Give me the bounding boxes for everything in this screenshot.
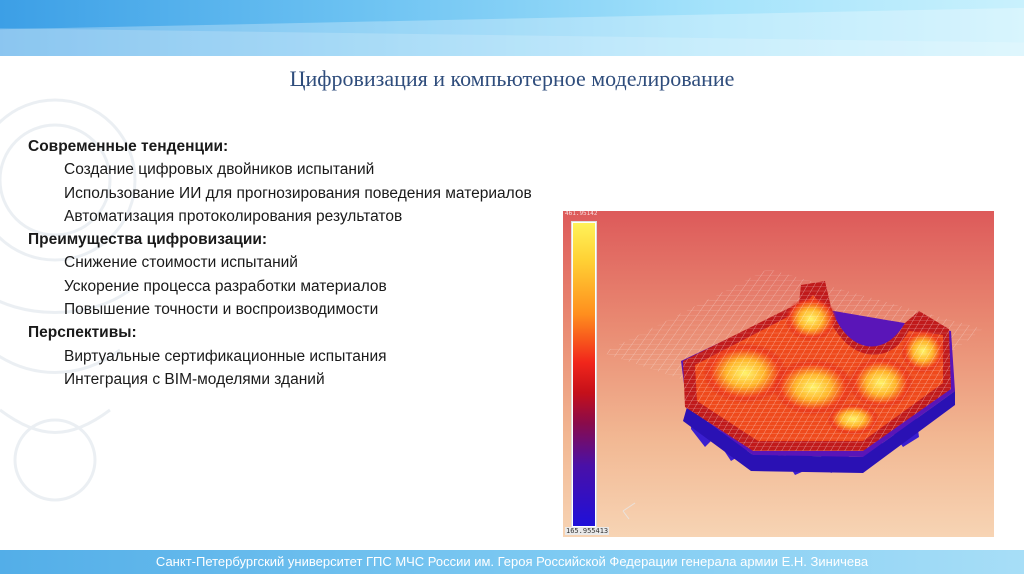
footer-bar bbox=[0, 550, 1024, 574]
section-prospects bbox=[28, 321, 648, 391]
content-list bbox=[28, 135, 648, 391]
section-advantages bbox=[28, 228, 648, 321]
colorbar-max-label: 461.95142 bbox=[565, 211, 598, 217]
list-item: Виртуальные сертификационные испытания bbox=[64, 347, 387, 365]
section-heading-prospects: Перспективы: bbox=[28, 324, 137, 342]
heatmap-render bbox=[563, 211, 994, 537]
list-item: Ускорение процесса разработки материалов bbox=[64, 277, 387, 295]
section-heading-trends: Современные тенденции: bbox=[28, 138, 229, 155]
list-item: Интеграция с BIM-моделями зданий bbox=[64, 370, 325, 388]
list-item: Снижение стоимости испытаний bbox=[64, 254, 298, 272]
section-trends bbox=[28, 135, 648, 228]
colorbar-gradient bbox=[573, 223, 595, 526]
list-item: Повышение точности и воспроизводимости bbox=[64, 301, 379, 319]
colorbar-min-label: 165.955413 bbox=[566, 527, 609, 535]
list-item: Создание цифровых двойников испытаний bbox=[64, 161, 375, 179]
simulation-image bbox=[563, 211, 994, 537]
top-banner bbox=[0, 0, 1024, 56]
list-item: Использование ИИ для прогнозирования поведения материалов bbox=[64, 184, 532, 202]
axis-triad bbox=[623, 503, 635, 519]
list-item: Автоматизация протоколирования результатов bbox=[64, 207, 403, 225]
section-heading-advantages: Преимущества цифровизации: bbox=[28, 231, 268, 249]
slide-title: Цифровизация и компьютерное моделирование bbox=[289, 66, 735, 91]
colorbar-legend bbox=[571, 221, 597, 528]
footer-text: Санкт-Петербургский университет ГПС МЧС России им. Героя Российской Федерации генерала армии Е.Н. Зиничева bbox=[155, 554, 869, 569]
